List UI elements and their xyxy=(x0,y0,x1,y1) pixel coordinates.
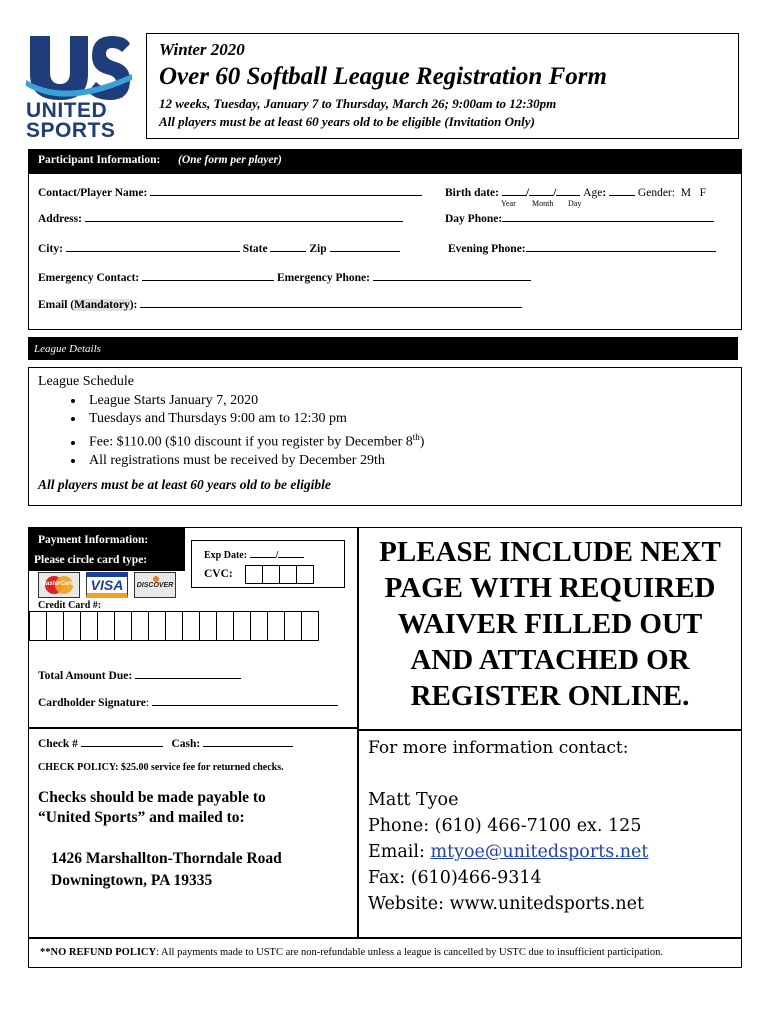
contact-name-field[interactable]: Contact/Player Name: xyxy=(38,185,422,199)
cvc-input[interactable] xyxy=(246,565,314,584)
discover-dot-icon xyxy=(153,576,159,582)
evening-phone-field[interactable]: Evening Phone: xyxy=(448,241,716,255)
cc-digit-cell[interactable] xyxy=(267,611,285,641)
address-field[interactable]: Address: xyxy=(38,211,403,225)
month-label: Month xyxy=(532,199,554,208)
cc-digit-cell[interactable] xyxy=(131,611,149,641)
refund-policy: **NO REFUND POLICY: All payments made to USTC are non-refundable unless a league is cancelled by USTC due to insufficient participation. xyxy=(40,947,663,958)
season: Winter 2020 xyxy=(159,40,245,59)
participant-header-bar xyxy=(28,149,742,173)
cc-digit-cell[interactable] xyxy=(29,611,47,641)
league-schedule-list xyxy=(39,392,424,470)
birth-date-field[interactable]: Birth date: / / Age: Gender: M F xyxy=(445,187,706,199)
payment-heading: Payment Information: xyxy=(38,534,149,546)
credit-card-input[interactable] xyxy=(30,611,319,641)
cc-digit-cell[interactable] xyxy=(250,611,268,641)
cc-digit-cell[interactable] xyxy=(165,611,183,641)
circle-card-label: Please circle card type: xyxy=(34,554,148,566)
total-due-field[interactable]: Total Amount Due: xyxy=(38,668,241,682)
signature-field[interactable]: Cardholder Signature: xyxy=(38,695,338,709)
schedule-item: • Tuesdays and Thursdays 9:00 am to 12:30 pm xyxy=(85,410,424,428)
contact-heading: For more information contact: xyxy=(368,738,629,758)
visa-card[interactable] xyxy=(86,572,128,598)
notice-line3: WAIVER FILLED OUT xyxy=(397,608,703,640)
schedule-item: • League Starts January 7, 2020 xyxy=(85,392,424,410)
notice-line5: REGISTER ONLINE. xyxy=(410,680,690,712)
cvc-digit-cell[interactable] xyxy=(296,565,314,584)
contact-phone: Phone: (610) 466-7100 ex. 125 xyxy=(368,816,642,836)
cc-digit-cell[interactable] xyxy=(199,611,217,641)
check-policy: CHECK POLICY: $25.00 service fee for returned checks. xyxy=(38,762,284,773)
contact-fax: Fax: (610)466-9314 xyxy=(368,868,542,888)
cc-digit-cell[interactable] xyxy=(233,611,251,641)
league-details-heading: League Details xyxy=(34,343,101,355)
exp-date-field[interactable]: Exp Date: / xyxy=(204,549,304,561)
year-label: Year xyxy=(501,199,516,208)
league-schedule-title: League Schedule xyxy=(38,374,135,389)
participant-heading: Participant Information: xyxy=(38,154,161,166)
email-field[interactable]: Email (Mandatory): xyxy=(38,297,522,311)
league-dates: 12 weeks, Tuesday, January 7 to Thursday, March 26; 9:00am to 12:30pm xyxy=(159,96,557,111)
contact-email-line: Email: mtyoe@unitedsports.net xyxy=(368,842,649,862)
payment-heading-bar xyxy=(29,528,185,551)
cc-digit-cell[interactable] xyxy=(114,611,132,641)
united-sports-logo xyxy=(26,34,132,142)
city-field[interactable]: City: State Zip xyxy=(38,241,400,255)
mastercard-label: MasterCard xyxy=(41,581,75,587)
discover-card[interactable] xyxy=(134,572,176,598)
discover-label: DISCOVER xyxy=(136,581,174,589)
eligibility-note: All players must be at least 60 years old to be eligible (Invitation Only) xyxy=(159,114,535,129)
cc-digit-cell[interactable] xyxy=(284,611,302,641)
league-age-note: All players must be at least 60 years old to be eligible xyxy=(38,477,331,492)
logo-tm: TM xyxy=(116,94,124,100)
gender-f[interactable]: F xyxy=(699,187,706,199)
cc-digit-cell[interactable] xyxy=(301,611,319,641)
cvc-digit-cell[interactable] xyxy=(245,565,263,584)
logo-line2: SPORTS xyxy=(26,119,116,142)
cc-digit-cell[interactable] xyxy=(46,611,64,641)
league-details-box xyxy=(28,367,742,506)
cc-digit-cell[interactable] xyxy=(80,611,98,641)
schedule-item: • All registrations must be received by December 29th xyxy=(85,452,424,470)
gender-m[interactable]: M xyxy=(680,187,691,199)
mastercard-card[interactable] xyxy=(38,572,80,598)
notice-line2: PAGE WITH REQUIRED xyxy=(384,572,716,604)
league-details-bar xyxy=(28,337,738,360)
form-title: Over 60 Softball League Registration Form xyxy=(159,63,607,90)
waiver-notice-box xyxy=(358,527,742,730)
cvc-digit-cell[interactable] xyxy=(262,565,280,584)
check-number-field[interactable]: Check # Cash: xyxy=(38,736,293,750)
header-box xyxy=(146,33,739,139)
payable-line2: “United Sports” and mailed to: xyxy=(38,809,245,826)
mailing-address-line1: 1426 Marshallton-Thorndale Road xyxy=(51,850,282,867)
contact-website: Website: www.unitedsports.net xyxy=(368,894,645,914)
logo-line1: UNITED xyxy=(26,99,108,122)
cvc-digit-cell[interactable] xyxy=(279,565,297,584)
day-label: Day xyxy=(568,199,582,208)
emergency-contact-field[interactable]: Emergency Contact: Emergency Phone: xyxy=(38,270,531,284)
contact-name: Matt Tyoe xyxy=(368,790,459,810)
cc-digit-cell[interactable] xyxy=(216,611,234,641)
cc-digit-cell[interactable] xyxy=(97,611,115,641)
credit-card-label: Credit Card #: xyxy=(38,600,102,611)
notice-line4: AND ATTACHED OR xyxy=(410,644,690,676)
day-phone-field[interactable]: Day Phone: xyxy=(445,211,714,225)
mandatory-highlight: Mandatory xyxy=(74,299,130,311)
mailing-address-line2: Downingtown, PA 19335 xyxy=(51,872,213,889)
visa-label: VISA xyxy=(90,577,124,593)
refund-policy-box xyxy=(28,938,742,968)
cvc-label: CVC: xyxy=(204,568,233,580)
notice-line1: PLEASE INCLUDE NEXT xyxy=(379,536,721,568)
participant-note: (One form per player) xyxy=(178,154,282,166)
schedule-item: • Fee: $110.00 ($10 discount if you register by December 8th) xyxy=(85,428,424,452)
cc-digit-cell[interactable] xyxy=(63,611,81,641)
mailing-box xyxy=(28,728,358,938)
payable-line1: Checks should be made payable to xyxy=(38,789,266,806)
cc-digit-cell[interactable] xyxy=(182,611,200,641)
contact-email-link[interactable]: mtyoe@unitedsports.net xyxy=(430,842,649,862)
cc-digit-cell[interactable] xyxy=(148,611,166,641)
